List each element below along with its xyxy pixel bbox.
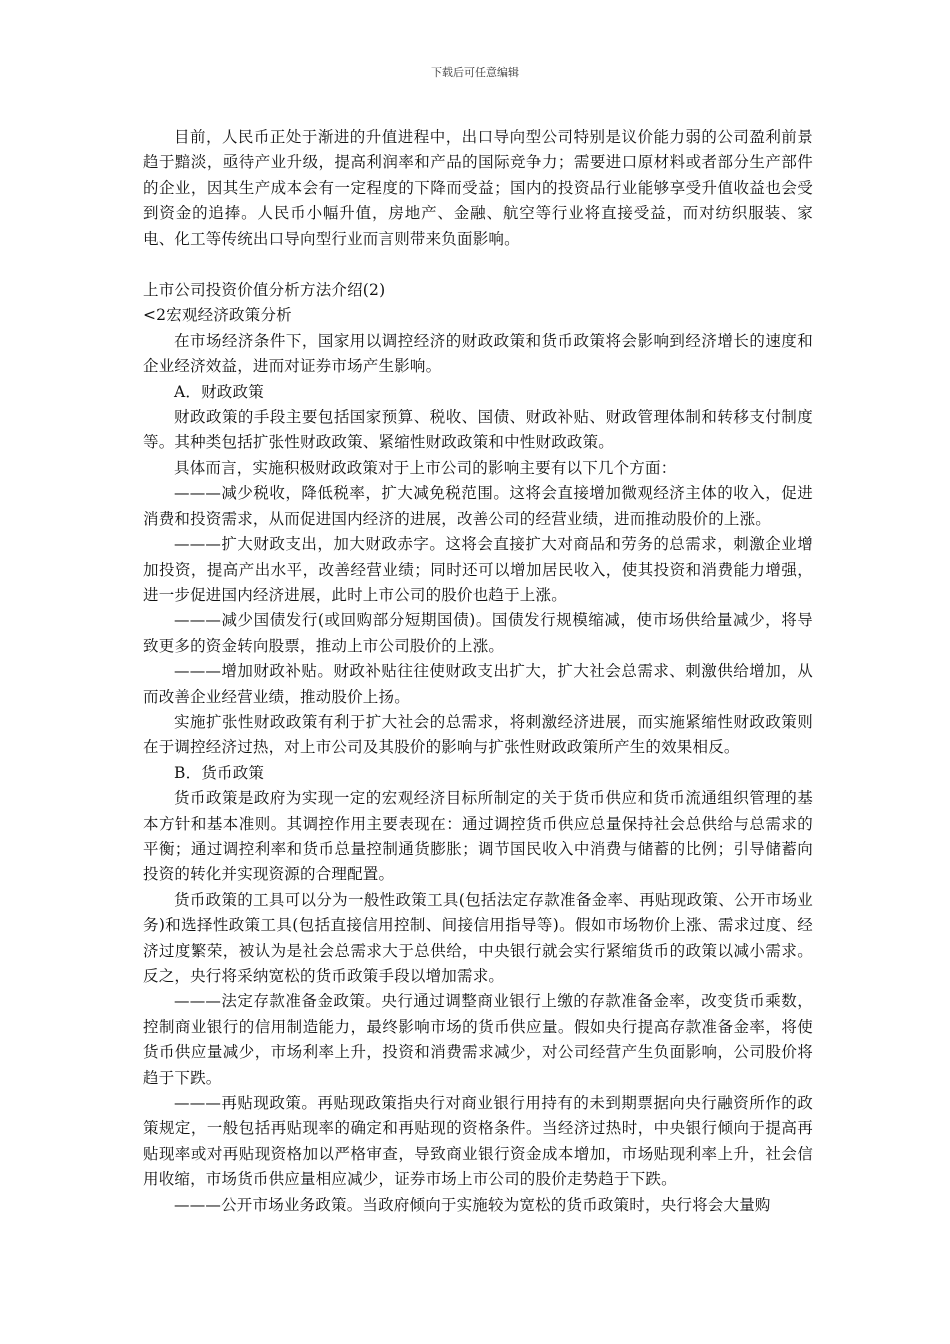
paragraph: 实施扩张性财政政策有利于扩大社会的总需求，将刺激经济进展，而实施紧缩性财政政策则在于调控经济过热，对上市公司及其股价的影响与扩张性财政政策所产生的效果相反。 <box>143 712 813 757</box>
list-item: ———减少国债发行(或回购部分短期国债)。国债发行规模缩减，使市场供给量减少，将导致更多的资金转向股票，推动上市公司股价的上涨。 <box>143 611 813 655</box>
paragraph: 货币政策的工具可以分为一般性政策工具(包括法定存款准备金率、再贴现政策、公开市场业务)和选择性政策工具(包括直接信用控制、间接信用指导等)。假如市场物价上涨、需求过度、经济过度繁荣，被认为是社会总需求大于总供给，中央银行就会实行紧缩货币的政策以减小需求。反之，央行将采纳宽松的货币政策手段以增加需求。 <box>143 890 813 985</box>
document-body <box>143 125 813 1218</box>
list-item: ———减少税收，降低税率，扩大减免税范围。这将会直接增加微观经济主体的收入，促进消费和投资需求，从而促进国内经济的进展，改善公司的经营业绩，进而推动股价的上涨。 <box>143 484 813 528</box>
paragraph: 货币政策是政府为实现一定的宏观经济目标所制定的关于货币供应和货币流通组织管理的基本方针和基本准则。其调控作用主要表现在：通过调控货币供应总量保持社会总供给与总需求的平衡；通过调控利率和货币总量控制通货膨胀；调节国民收入中消费与储蓄的比例；引导储蓄向投资的转化并实现资源的合理配置。 <box>143 789 813 884</box>
list-item: ———法定存款准备金政策。央行通过调整商业银行上缴的存款准备金率，改变货币乘数，控制商业银行的信用制造能力，最终影响市场的货币供应量。假如央行提高存款准备金率，将使货币供应量减少，市场利率上升，投资和消费需求减少，对公司经营产生负面影响，公司股价将趋于下跌。 <box>143 992 813 1087</box>
heading-monetary-policy: B．货币政策 <box>174 763 265 782</box>
list-item: ———扩大财政支出，加大财政赤字。这将会直接扩大对商品和劳务的总需求，刺激企业增加投资，提高产出水平，改善经营业绩；同时还可以增加居民收入，使其投资和消费能力增强，进一步促进国内经济进展，此时上市公司的股价也趋于上涨。 <box>143 535 813 604</box>
list-item: ———公开市场业务政策。当政府倾向于实施较为宽松的货币政策时，央行将会大量购 <box>174 1195 771 1214</box>
paragraph: 财政政策的手段主要包括国家预算、税收、国债、财政补贴、财政管理体制和转移支付制度等。其种类包括扩张性财政政策、紧缩性财政政策和中性财政政策。 <box>143 408 813 452</box>
list-item: ———增加财政补贴。财政补贴往往使财政支出扩大，扩大社会总需求、刺激供给增加，从而改善企业经营业绩，推动股价上扬。 <box>143 662 813 706</box>
paragraph: 在市场经济条件下，国家用以调控经济的财政政策和货币政策将会影响到经济增长的速度和企业经济效益，进而对证券市场产生影响。 <box>143 331 813 376</box>
heading-fiscal-policy: A．财政政策 <box>174 382 264 401</box>
page-header: 下载后可任意编辑 <box>431 66 519 79</box>
section-title: 上市公司投资价值分析方法介绍(2) <box>143 281 386 300</box>
subsection-title: <2宏观经济政策分析 <box>143 306 292 325</box>
paragraph: 具体而言，实施积极财政政策对于上市公司的影响主要有以下几个方面： <box>174 458 677 477</box>
paragraph-gap <box>143 252 813 278</box>
intro-paragraph: 目前，人民币正处于渐进的升值进程中，出口导向型公司特别是议价能力弱的公司盈利前景趋于黯淡，亟待产业升级，提高利润率和产品的国际竞争力；需要进口原材料或者部分生产部件的企业，因其生产成本会有一定程度的下降而受益；国内的投资品行业能够享受升值收益也会受到资金的追捧。人民币小幅升值，房地产、金融、航空等行业将直接受益，而对纺织服装、家电、化工等传统出口导向型行业而言则带来负面影响。 <box>143 128 813 248</box>
list-item: ———再贴现政策。再贴现政策指央行对商业银行用持有的未到期票据向央行融资所作的政策规定，一般包括再贴现率的确定和再贴现的资格条件。当经济过热时，中央银行倾向于提高再贴现率或对再贴现资格加以严格审查，导致商业银行资金成本增加，市场贴现利率上升，社会信用收缩，市场货币供应量相应减少，证券市场上市公司的股价走势趋于下跌。 <box>143 1094 813 1189</box>
